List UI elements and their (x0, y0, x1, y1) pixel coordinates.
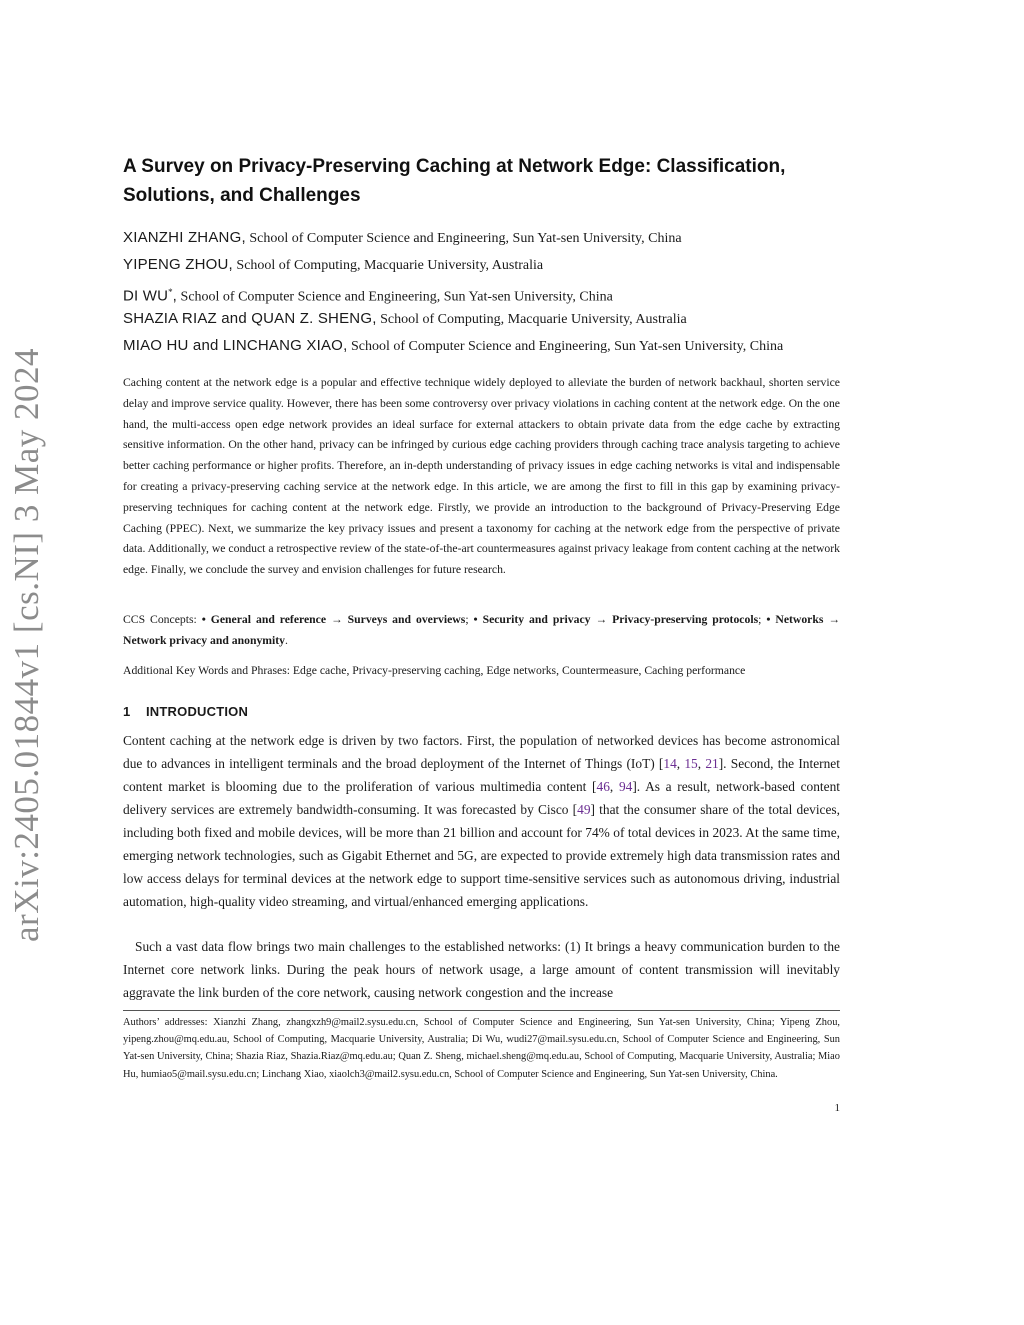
intro-paragraph: Such a vast data flow brings two main challenges to the established networks: (1) It brings a heavy communication burden to the Internet core network links. During the peak hours of network usage, a large amount of content transmission will inevitably aggravate the link burden of the core network, causing network congestion and the increase (123, 939, 840, 1000)
paragraph-text: ]. Second, the Internet content market is blooming due to the proliferation of various multimedia content [ (123, 756, 840, 794)
ccs-general-term: Networks (775, 613, 824, 626)
ccs-specific-term: Network privacy and anonymity (123, 633, 286, 647)
ccs-arrow: → (823, 613, 841, 626)
citation-link[interactable]: 21 (705, 756, 719, 771)
author-names: XIANZHI ZHANG (123, 229, 242, 246)
ccs-specific-term: Privacy-preserving protocols (612, 613, 759, 626)
page-number: 1 (834, 1102, 840, 1114)
author-affiliation: School of Computer Science and Engineering, Sun Yat-sen University, China (347, 339, 784, 354)
intro-paragraph (123, 729, 840, 913)
ccs-label: CCS Concepts: (123, 613, 202, 626)
author-affiliation: School of Computer Science and Engineering, Sun Yat-sen University, China (177, 289, 613, 305)
ccs-arrow: → (590, 613, 613, 626)
author-line (123, 336, 863, 363)
ccs-concepts (123, 610, 840, 651)
abstract: Caching content at the network edge is a popular and effective technique widely deployed to alleviate the burden of network backhaul, shorten service delay and improve service quality. However, there has been some controversy over privacy violations in caching content at the network edge. On the one hand, the multi-access open edge network provides an ideal surface for external attackers to obtain private data from the edge cache by extracting sensitive information. On the other hand, privacy can be infringed by curious edge caching providers through caching trace analysis targeting to achieve better caching performance or higher profits. Therefore, an in-depth understanding of privacy issues in edge caching networks is vital and indispensable for creating a privacy-preserving caching service at the network edge. In this article, we are among the first to fill in this gap by examining privacy-preserving techniques for caching content at the network edge. Firstly, we provide an introduction to the background of Privacy-Preserving Edge Caching (PPEC). Next, we summarize the key privacy issues and present a taxonomy for caching at the network edge from the perspective of private data. Additionally, we conduct a retrospective review of the state-of-the-art countermeasures against privacy leakage from content caching at the network edge. Finally, we conclude the survey and envision challenges for future research. (123, 376, 840, 577)
keywords: Additional Key Words and Phrases: Edge cache, Privacy-preserving caching, Edge networks, Countermeasure, Caching performance (123, 664, 746, 677)
ccs-general-term: Security and privacy (482, 613, 591, 626)
author-affiliation: School of Computing, Macquarie University, Australia (232, 258, 544, 273)
author-separator: , (241, 229, 246, 246)
arxiv-identifier-stamp (0, 348, 60, 942)
ccs-specific-term: Surveys and overviews (347, 613, 466, 626)
author-separator: , (343, 337, 348, 354)
author-line (123, 228, 863, 255)
citation-link[interactable]: 46 (596, 779, 610, 794)
paragraph-text: , (676, 756, 685, 771)
paragraph-text: ]. As a result, network-based content delivery services are extremely bandwidth-consuming. It was forecasted by Cisco [ (123, 779, 840, 817)
section-number: 1 (123, 704, 131, 719)
author-names: DI WU (123, 287, 169, 305)
ccs-bullet: • (473, 613, 483, 626)
author-line (123, 282, 863, 309)
paragraph-text: , (697, 756, 706, 771)
ccs-arrow: → (326, 613, 348, 626)
author-line (123, 255, 863, 282)
ccs-general-term: General and reference (210, 613, 327, 626)
ccs-separator: . (285, 633, 288, 647)
author-separator: , (372, 310, 377, 327)
author-separator: , (228, 256, 233, 273)
authors-addresses-footnote: Authors’ addresses: Xianzhi Zhang, zhangxzh9@mail2.sysu.edu.cn, School of Computer Science and Engineering, Sun Yat-sen University, China; Yipeng Zhou, yipeng.zhou@mq.edu.au, School of Computing, Macquarie University, Australia; Di Wu, wudi27@mail.sysu.edu.cn, School of Computer Science and Engineering, Sun Yat-sen University, China; Shazia Riaz, Shazia.Riaz@mq.edu.au; Quan Z. Sheng, michael.sheng@mq.edu.au, School of Computing, Macquarie University, Australia; Miao Hu, humiao5@mail.sysu.edu.cn; Linchang Xiao, xiaolch3@mail2.sysu.edu.cn, School of Computer Science and Engineering, Sun Yat-sen University, China. (123, 1017, 840, 1080)
paragraph-text: Content caching at the network edge is driven by two factors. First, the population of networked devices has become astronomical due to advances in intelligent terminals and the broad deployment of the Internet of Things (IoT) [ (123, 733, 840, 771)
arxiv-identifier-text: arXiv:2405.01844v1 [cs.NI] 3 May 2024 (7, 348, 46, 942)
citation-link[interactable]: 94 (618, 779, 633, 794)
ccs-bullet: • (201, 613, 211, 626)
ccs-separator: ; (758, 613, 767, 626)
author-affiliation: School of Computing, Macquarie University, Australia (376, 312, 687, 327)
section-title: INTRODUCTION (146, 704, 249, 719)
author-names: SHAZIA RIAZ and QUAN Z. SHENG (123, 310, 373, 327)
paragraph-text: , (609, 779, 619, 794)
section-heading (123, 703, 248, 721)
corresponding-author-mark: * (168, 287, 173, 297)
citation-link[interactable]: 49 (577, 802, 591, 817)
author-line (123, 309, 863, 336)
ccs-bullet: • (766, 613, 776, 626)
ccs-separator: ; (465, 613, 474, 626)
citation-link[interactable]: 15 (684, 756, 698, 771)
author-separator: , (172, 287, 178, 305)
citation-link[interactable]: 14 (663, 756, 677, 771)
author-affiliation: School of Computer Science and Engineering, Sun Yat-sen University, China (245, 231, 682, 246)
author-names: MIAO HU and LINCHANG XIAO (123, 337, 344, 354)
author-list (123, 228, 863, 363)
paragraph-text: ] that the consumer share of the total devices, including both fixed and mobile devices, will be more than 21 billion and account for 74% of total devices in 2023. At the same time, emerging network technologies, such as Gigabit Ethernet and 5G, are expected to provide extremely high data transmission rates and low access delays for terminal devices at the network edge to support time-sensitive services such as autonomous driving, industrial automation, high-quality video streaming, and virtual/enhanced emerging applications. (123, 802, 840, 909)
paper-title: A Survey on Privacy-Preserving Caching at Network Edge: Classification, Solutions, and Challenges (123, 156, 786, 206)
footnote-divider (123, 1010, 840, 1011)
author-names: YIPENG ZHOU (123, 256, 229, 273)
